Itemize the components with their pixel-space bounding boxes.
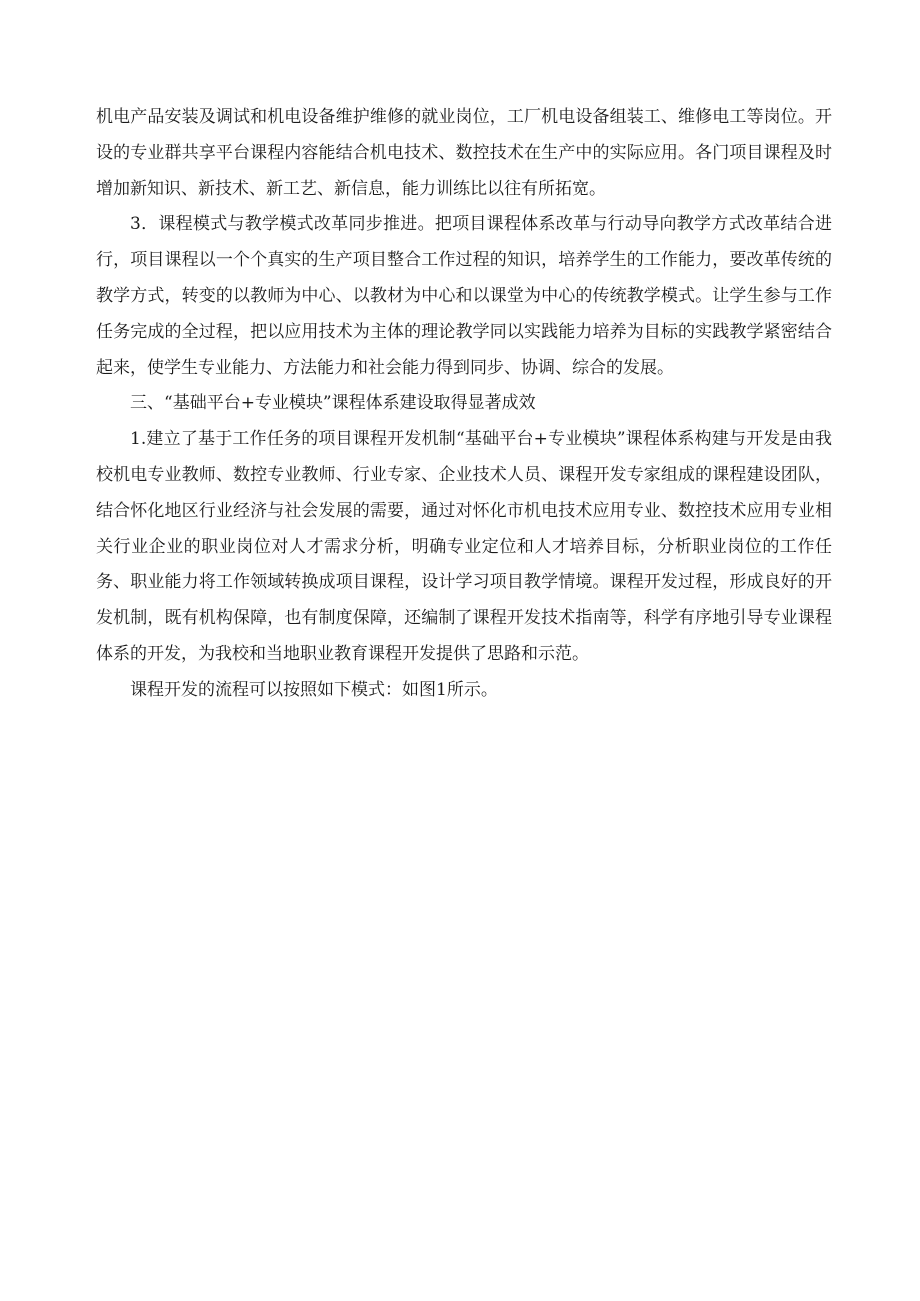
paragraph-item-3: 3．课程模式与教学模式改革同步推进。把项目课程体系改革与行动导向教学方式改革结合进行，项目课程以一个个真实的生产项目整合工作过程的知识，培养学生的工作能力，要改革传统的教学方式，转变的以教师为中心、以教材为中心和以课堂为中心的传统教学模式。让学生参与工作任务完成的全过程，把以应用技术为主体的理论教学同以实践能力培养为目标的实践教学紧密结合起来，使学生专业能力、方法能力和社会能力得到同步、协调、综合的发展。 [96, 214, 832, 378]
paragraph-continuation: 机电产品安装及调试和机电设备维护维修的就业岗位，工厂机电设备组装工、维修电工等岗位。开设的专业群共享平台课程内容能结合机电技术、数控技术在生产中的实际应用。各门项目课程及时增加新知识、新技术、新工艺、新信息，能力训练比以往有所拓宽。 [96, 107, 832, 199]
paragraph-item-1: 1.建立了基于工作任务的项目课程开发机制“基础平台+专业模块”课程体系构建与开发是由我校机电专业教师、数控专业教师、行业专家、企业技术人员、课程开发专家组成的课程建设团队，结合怀化地区行业经济与社会发展的需要，通过对怀化市机电技术应用专业、数控技术应用专业相关行业企业的职业岗位对人才需求分析，明确专业定位和人才培养目标，分析职业岗位的工作任务、职业能力将工作领域转换成项目课程，设计学习项目教学情境。课程开发过程，形成良好的开发机制，既有机构保障，也有制度保障，还编制了课程开发技术指南等，科学有序地引导专业课程体系的开发，为我校和当地职业教育课程开发提供了思路和示范。 [96, 429, 832, 664]
document-body [96, 100, 832, 709]
section-heading: 三、“基础平台+专业模块”课程体系建设取得显著成效 [130, 393, 536, 414]
paragraph-figure-reference: 课程开发的流程可以按照如下模式：如图1所示。 [130, 679, 498, 700]
